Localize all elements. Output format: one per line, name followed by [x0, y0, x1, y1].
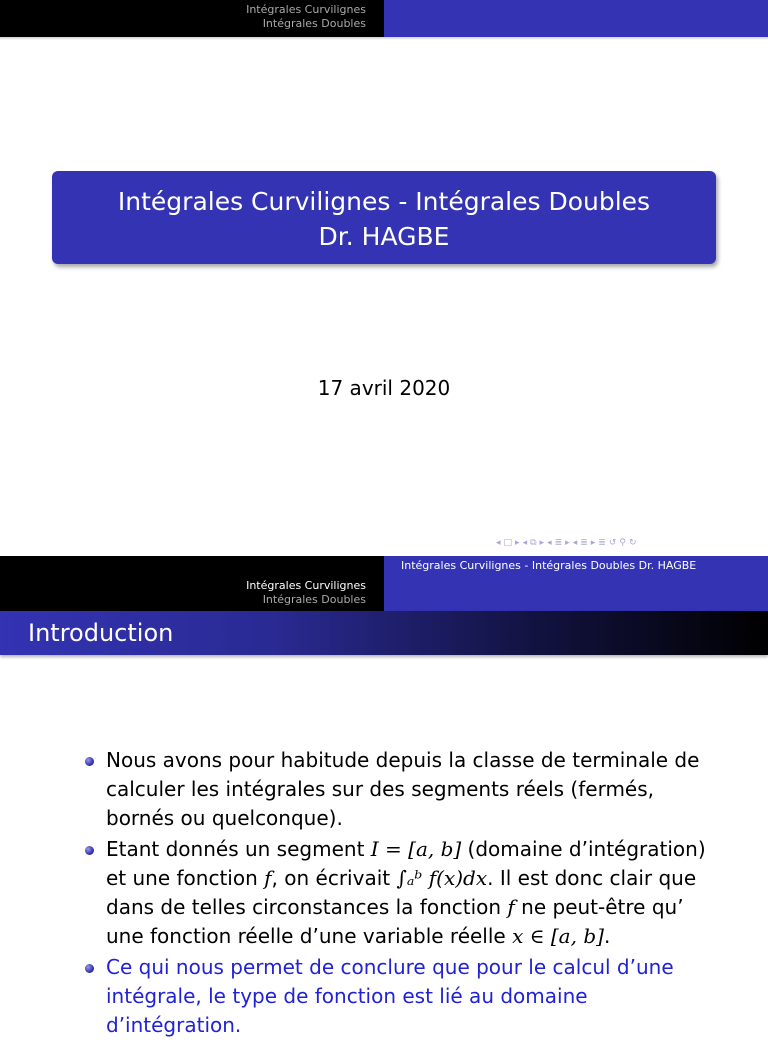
bullet-2-text: (domaine d’intégration) et une fonction — [106, 837, 706, 890]
nav-next-frame-icon[interactable]: ▸ — [539, 538, 545, 548]
nav-document-icon[interactable]: ≣ — [598, 538, 606, 548]
presentation-author: Dr. HAGBE — [318, 222, 450, 251]
bullet-item-1: Nous avons pour habitude depuis la classe de terminale de calculer les intégrales sur des segments réels (fermés, bornés ou quelconque). — [82, 746, 722, 833]
navigation-symbols — [496, 536, 762, 550]
nav-back-icon[interactable]: ↺ — [608, 538, 617, 548]
math-f: f — [507, 895, 515, 919]
presentation-date: 17 avril 2020 — [317, 376, 451, 400]
nav-search-icon[interactable]: ⚲ — [619, 538, 626, 548]
math-integral: ∫ₐᵇ f(x)dx — [396, 866, 488, 890]
nav-next-slide-icon[interactable]: ▸ — [515, 538, 520, 548]
section-link-curvilignes[interactable]: Intégrales Curvilignes — [246, 579, 366, 592]
nav-section-icon[interactable]: ≣ — [580, 538, 588, 548]
bullet-list — [82, 746, 722, 1042]
math-interval-I: I = [a, b] — [370, 837, 462, 861]
section-link-doubles[interactable]: Intégrales Doubles — [262, 593, 366, 606]
presentation-title: Intégrales Curvilignes - Intégrales Doubles — [117, 187, 651, 216]
nav-prev-section-icon[interactable]: ◂ — [572, 538, 578, 548]
nav-subsection-icon[interactable]: ≣ — [554, 538, 563, 548]
nav-slide-icon[interactable]: □ — [503, 538, 513, 548]
nav-next-subsection-icon[interactable]: ▸ — [565, 538, 570, 548]
footline-title-author: Intégrales Curvilignes - Intégrales Doubles Dr. HAGBE — [384, 556, 768, 576]
footline-left — [0, 556, 384, 576]
bullet-2-text: Etant donnés un segment — [106, 837, 371, 861]
bullet-2-text: ne peut-être qu’ une fonction réelle d’une variable réelle — [106, 895, 684, 948]
headline-right-panel — [384, 576, 768, 611]
nav-prev-frame-icon[interactable]: ◂ — [522, 538, 528, 548]
bullet-2-text: , on écrivait — [271, 866, 397, 890]
frame-title-bar — [0, 611, 768, 655]
math-x-in-interval: x ∈ [a, b] — [512, 924, 604, 948]
nav-prev-subsection-icon[interactable]: ◂ — [547, 538, 552, 548]
nav-next-section-icon[interactable]: ▸ — [590, 538, 596, 548]
math-f: f — [264, 866, 272, 890]
footline-bar — [0, 556, 768, 576]
nav-forward-icon[interactable]: ↻ — [628, 538, 637, 548]
nav-frame-icon[interactable]: ⧉ — [530, 538, 537, 548]
headline-bar — [0, 0, 768, 37]
bullet-2-text: . — [603, 924, 611, 948]
section-link-doubles[interactable]: Intégrales Doubles — [262, 17, 366, 30]
section-link-curvilignes[interactable]: Intégrales Curvilignes — [246, 3, 366, 16]
introduction-slide — [0, 556, 768, 1037]
bullet-item-2 — [82, 835, 722, 951]
nav-prev-slide-icon[interactable]: ◂ — [496, 538, 501, 548]
headline-right-panel — [384, 0, 768, 37]
bullet-2-text: . Il est donc clair que dans de telles circonstances la fonction — [106, 866, 697, 919]
frame-title: Introduction — [28, 619, 174, 647]
bullet-item-3-alert: Ce qui nous permet de conclure que pour le calcul d’une intégrale, le type de fonction est lié au domaine d’intégration. — [82, 953, 722, 1040]
section-navigation — [0, 576, 384, 611]
title-box — [52, 171, 716, 264]
section-navigation — [0, 0, 384, 37]
headline-bar — [0, 576, 768, 611]
